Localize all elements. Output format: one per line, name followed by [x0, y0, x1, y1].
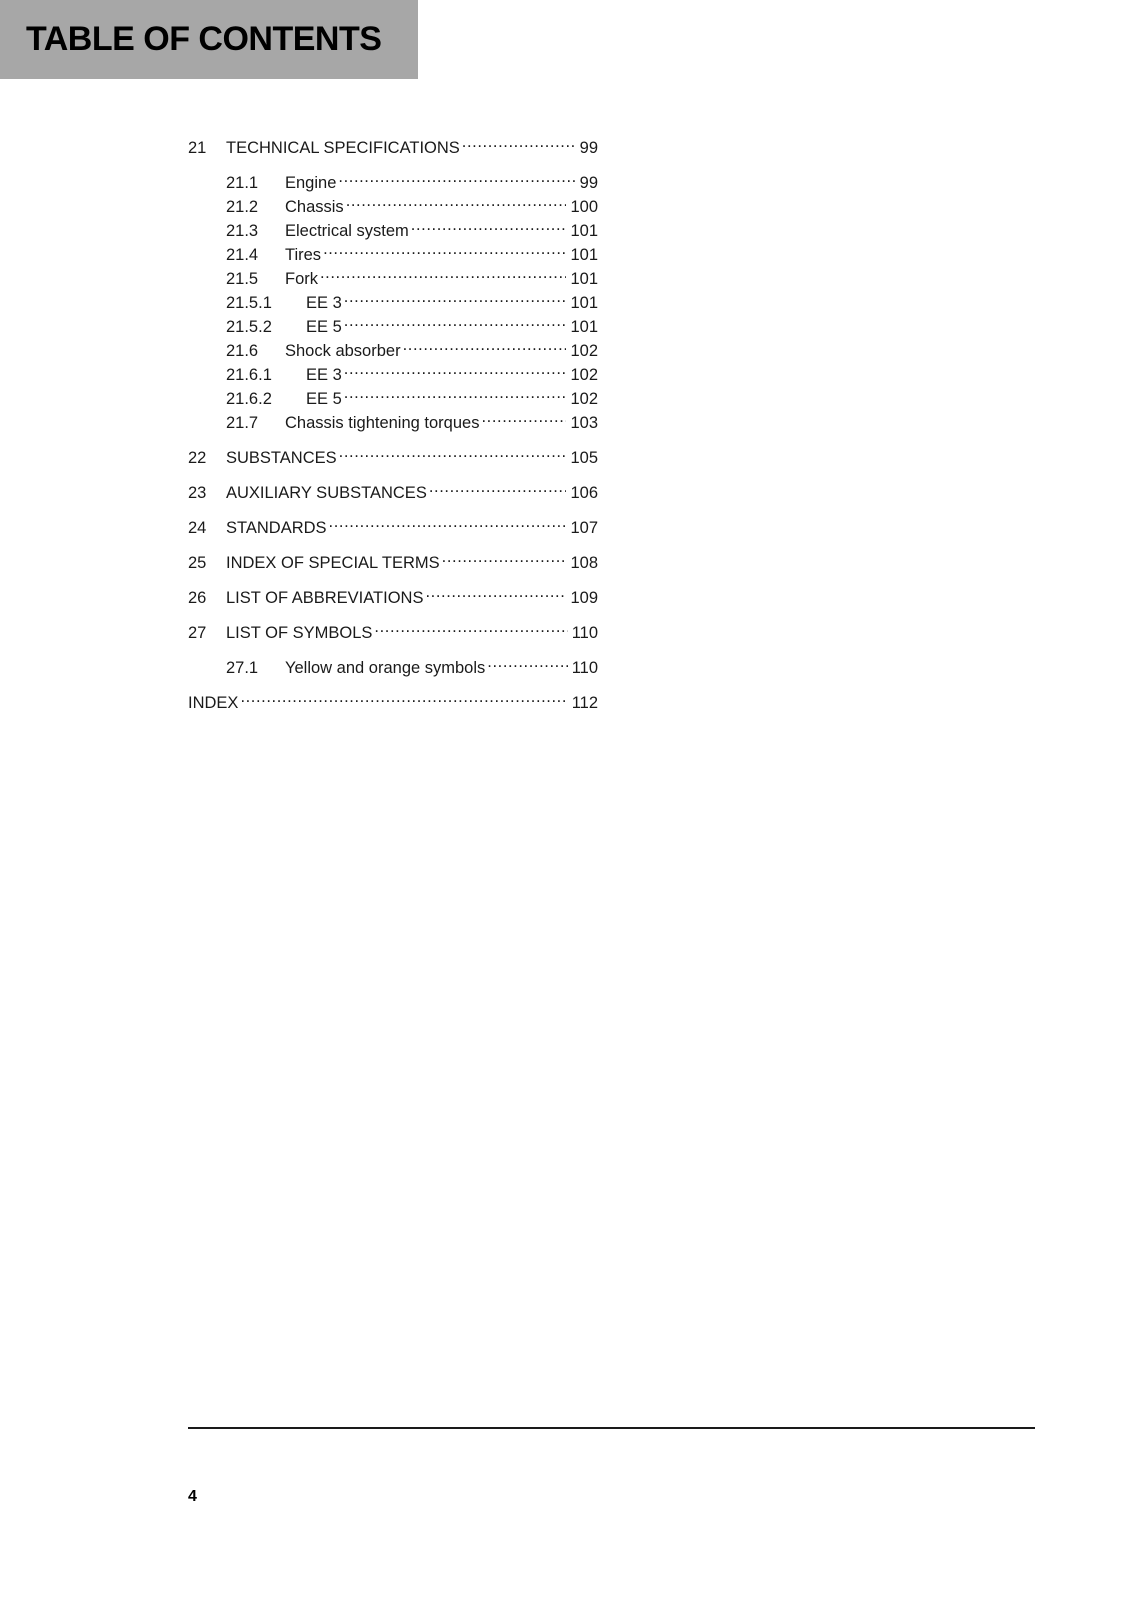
- toc-entry[interactable]: [226, 166, 598, 192]
- toc-entry-number: 26: [188, 589, 207, 607]
- toc-entry-number: 21.5.1: [226, 294, 272, 312]
- toc-entry[interactable]: [188, 686, 598, 712]
- dot-leader: [323, 238, 566, 260]
- toc-entry[interactable]: [226, 382, 598, 408]
- toc-entry-page: 100: [570, 198, 598, 216]
- dot-leader: [442, 546, 567, 568]
- toc-entry-number: 21.6.2: [226, 390, 272, 408]
- toc-entry-number: 21.5: [226, 270, 259, 288]
- toc-entry-page: 102: [570, 366, 598, 384]
- toc-entry-number: 21.1: [226, 174, 259, 192]
- toc-entry-page: 99: [579, 139, 598, 157]
- dot-leader: [320, 262, 566, 284]
- toc-entry-page: 101: [570, 318, 598, 336]
- toc-entry[interactable]: [188, 441, 598, 467]
- toc-entry-number: 27.1: [226, 659, 259, 677]
- toc-entry-label: Engine: [285, 174, 337, 192]
- dot-leader: [240, 686, 567, 708]
- dot-leader: [425, 581, 566, 603]
- dot-leader: [344, 358, 567, 380]
- dot-leader: [346, 190, 567, 212]
- toc-entry[interactable]: [188, 511, 598, 537]
- toc-entry-label: Chassis tightening torques: [285, 414, 480, 432]
- dot-leader: [411, 214, 567, 236]
- toc-entry-label: Fork: [285, 270, 318, 288]
- dot-leader: [429, 476, 567, 498]
- toc-entry[interactable]: [226, 334, 598, 360]
- toc-entry-label: INDEX OF SPECIAL TERMS: [226, 554, 440, 572]
- dot-leader: [481, 406, 566, 428]
- toc-entry-page: 101: [570, 270, 598, 288]
- toc-entry-page: 101: [570, 294, 598, 312]
- dot-leader: [344, 310, 567, 332]
- footer-divider: [188, 1427, 1035, 1429]
- toc-entry[interactable]: [188, 131, 598, 157]
- toc-entry[interactable]: [226, 262, 598, 288]
- toc-entry-page: 110: [571, 659, 598, 677]
- dot-leader: [487, 651, 567, 673]
- header-banner: [0, 0, 418, 79]
- toc-entry-label: SUBSTANCES: [226, 449, 337, 467]
- page-number: 4: [188, 1488, 197, 1505]
- toc-entry-page: 110: [571, 624, 598, 642]
- dot-leader: [403, 334, 567, 356]
- toc-entry-label: Shock absorber: [285, 342, 401, 360]
- dot-leader: [462, 131, 576, 153]
- dot-leader: [339, 441, 567, 463]
- toc-entry-label: EE 5: [306, 318, 342, 336]
- toc-entry[interactable]: [226, 651, 598, 677]
- toc-entry-page: 106: [570, 484, 598, 502]
- toc-entry-label: EE 5: [306, 390, 342, 408]
- dot-leader: [338, 166, 575, 188]
- toc-entry-page: 109: [570, 589, 598, 607]
- toc-entry-number: 21: [188, 139, 207, 157]
- toc-entry-label: AUXILIARY SUBSTANCES: [226, 484, 427, 502]
- dot-leader: [344, 382, 567, 404]
- toc-entry-page: 102: [570, 342, 598, 360]
- toc-entry[interactable]: [226, 190, 598, 216]
- toc-entry-page: 99: [579, 174, 598, 192]
- dot-leader: [344, 286, 567, 308]
- toc-entry-number: 22: [188, 449, 207, 467]
- dot-leader: [374, 616, 567, 638]
- toc-entry-label: Electrical system: [285, 222, 409, 240]
- toc-entry-label: Chassis: [285, 198, 344, 216]
- toc-entry-number: 21.5.2: [226, 318, 272, 336]
- toc-entry-page: 107: [570, 519, 598, 537]
- toc-entry-label: EE 3: [306, 294, 342, 312]
- toc-entry-page: 103: [570, 414, 598, 432]
- toc-entry[interactable]: [226, 406, 598, 432]
- dot-leader: [329, 511, 567, 533]
- toc-entry-page: 112: [571, 694, 598, 712]
- toc-entry-number: 23: [188, 484, 207, 502]
- toc-entry-number: 21.6: [226, 342, 259, 360]
- toc-entry[interactable]: [226, 310, 598, 336]
- toc-entry[interactable]: [226, 286, 598, 312]
- toc-entry-label: INDEX: [188, 694, 239, 712]
- toc-entry[interactable]: [188, 616, 598, 642]
- page-title: TABLE OF CONTENTS: [26, 20, 382, 58]
- toc-entry-number: 21.3: [226, 222, 259, 240]
- toc-entry-page: 101: [570, 222, 598, 240]
- toc-entry-number: 21.2: [226, 198, 259, 216]
- toc-entry-label: EE 3: [306, 366, 342, 384]
- toc-entry-label: LIST OF SYMBOLS: [226, 624, 373, 642]
- toc-entry-page: 108: [570, 554, 598, 572]
- toc-entry-page: 105: [570, 449, 598, 467]
- toc-entry[interactable]: [226, 238, 598, 264]
- toc-entry-label: STANDARDS: [226, 519, 327, 537]
- toc-entry[interactable]: [188, 581, 598, 607]
- toc-entry-number: 21.7: [226, 414, 259, 432]
- toc-entry-label: Tires: [285, 246, 322, 264]
- toc-entry-page: 101: [570, 246, 598, 264]
- toc-entry-number: 27: [188, 624, 207, 642]
- toc-entry-number: 21.4: [226, 246, 259, 264]
- toc-entry[interactable]: [226, 214, 598, 240]
- toc-entry[interactable]: [188, 546, 598, 572]
- toc-entry-page: 102: [570, 390, 598, 408]
- toc-entry[interactable]: [188, 476, 598, 502]
- toc-entry[interactable]: [226, 358, 598, 384]
- toc-entry-number: 24: [188, 519, 207, 537]
- toc-entry-label: TECHNICAL SPECIFICATIONS: [226, 139, 460, 157]
- toc-entry-number: 21.6.1: [226, 366, 272, 384]
- toc-entry-number: 25: [188, 554, 207, 572]
- toc-entry-label: LIST OF ABBREVIATIONS: [226, 589, 424, 607]
- toc-entry-label: Yellow and orange symbols: [285, 659, 486, 677]
